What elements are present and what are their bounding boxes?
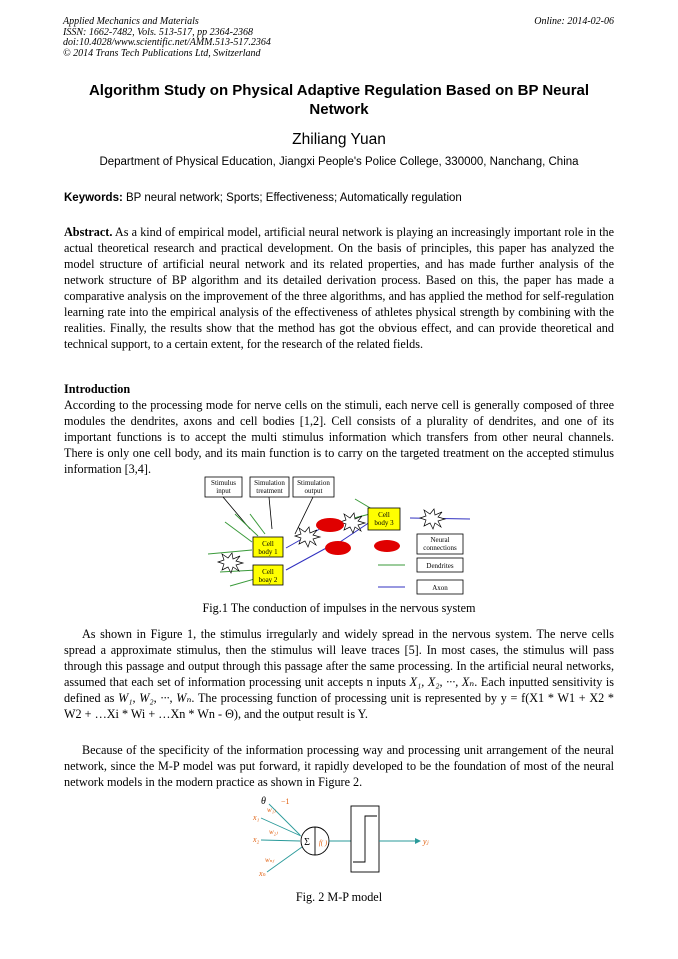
p2-inputs: X₁, X₂, ···, Xₙ [409,675,475,689]
intro-paragraph-2 [64,626,614,722]
box-stimulus-input-line1: Stimulus [211,479,236,487]
keywords-label: Keywords: [64,192,123,204]
legend-dendrites-label: Dendrites [426,562,454,570]
box-simulation-treatment-line1: Simulation [254,479,285,487]
cell-body-1-line1: Cell [262,540,274,548]
paper-title: Algorithm Study on Physical Adaptive Regulation Based on BP Neural Network [88,82,590,118]
box-stimulus-input-line2: input [216,487,231,495]
mp-sigma-label: Σ [304,837,310,848]
section-heading-introduction: Introduction [64,382,131,396]
p2-weights: W₁, W₂, ···, Wₙ [118,691,192,705]
cell-body-3-line2: body 3 [374,519,394,527]
mp-x2-label: x₂ [253,835,260,844]
box-simulation-treatment-line2: treatment [256,487,283,495]
figure-1-caption: Fig.1 The conduction of impulses in the nervous system [202,601,476,615]
box-stimulation-output-line1: Stimulation [297,479,330,487]
box-stimulation-output-line2: output [304,487,323,495]
intro-paragraph-1: According to the processing mode for nerve cells on the stimuli, each nerve cell is generally composed of three modules the dendrites, axons and cell bodies [1,2]. Cell consists of a plurality of dendrites, and one of its important functions is to accept the multi stimulus information which transfers from other neural channels. There is only one cell body, and its main function is to carry on the targeted treatment on the accepted stimulus information [3,4]. [64,398,614,476]
abstract-label: Abstract. [64,225,113,239]
red-node-1 [316,518,344,532]
mp-wn-label: wₙⱼ [265,856,275,864]
mp-x1-label: x₁ [253,813,260,822]
legend-axon-label: Axon [432,584,448,592]
mp-yj-label: yⱼ [423,837,429,846]
mp-w2-label: w₂ⱼ [269,828,278,836]
keywords [64,192,618,204]
red-node-3 [374,540,400,552]
journal-header [63,17,614,59]
p3-text: Because of the specificity of the information processing way and processing unit arrangement of the neural network, since the M-P model was put forward, it rapidly developed to be the foundation of most of the neural network models in the modern practice as shown in Figure 2. [64,743,614,789]
copyright-line: © 2014 Trans Tech Publications Ltd, Switzerland [63,47,261,59]
cell-body-2-line2: boay 2 [258,576,278,584]
figure-1-diagram [190,474,480,599]
legend-neural-line2: connections [423,544,457,552]
p2-formula: y = f(X1 * W1 + X2 * W2 + …Xi * Wi + …Xn * Wn - Θ) [64,691,615,721]
cell-body-2-line1: Cell [262,568,274,576]
mp-f-label: f( ) [318,839,328,847]
mp-theta-label: θ [261,796,266,807]
p2-text-c: . The processing function of processing unit is represented by [191,691,498,705]
intro-paragraph-3 [64,742,614,790]
affiliation: Department of Physical Education, Jiangxi People's Police College, 330000, Nanchang, China [99,156,579,168]
cell-body-1-line2: body 1 [258,548,278,556]
p2-text-b: . Each inputted sensitivity is defined as [64,675,614,705]
legend-neural-line1: Neural [430,536,450,544]
author-name: Zhiliang Yuan [292,131,386,148]
abstract-text: As a kind of empirical model, artificial neural network is playing an increasingly important role in the actual theoretical research and practical development. On the basis of principles, this paper has analyzed the model structure of artificial neural network and its related properties, and has made further analysis of the network structure of BP algorithm and its detailed derivation process. Based on this, the paper has made a comparative analysis on the improvement of the three algorithms, and has applied the method for self-regulation learning rate into the empirical analysis of the effectiveness of athletes physical strength by combining with the realities. Finally, the results show that the method has got the obvious effect, and can provide theoretical and technical support, to a certain extent, for the research of the related fields. [64,225,615,351]
cell-body-3-line1: Cell [378,511,390,519]
mp-xn-label: xₙ [259,869,266,878]
mp-minus-one-label: −1 [281,797,290,806]
red-node-2 [325,541,351,555]
figure-2-diagram [245,790,435,882]
keywords-text: BP neural network; Sports; Effectiveness; Automatically regulation [126,192,462,204]
dendrite-lines [208,499,372,586]
online-date: Online: 2014-02-06 [534,16,614,27]
abstract-paragraph [64,224,614,352]
mp-w1-label: w₁ⱼ [267,806,276,814]
journal-name: Applied Mechanics and Materials [63,16,199,27]
p2-text-d: , and the output result is Y. [237,707,368,721]
doi-line: doi:10.4028/www.scientific.net/AMM.513-517.2364 [63,37,271,48]
p2-text-a: As shown in Figure 1, the stimulus irregularly and widely spread in the nervous system. The nerve cells spread a approximate stimulus, then the stimulus will leave traces [5]. In most cases, the stimulus will pass through this passage and output through this passage after the same processing. In the artificial neural networks, assumed that each set of information processing unit accepts n inputs [64,627,614,689]
issn-line: ISSN: 1662-7482, Vols. 513-517, pp 2364-2368 [63,26,253,38]
figure-2-caption: Fig. 2 M-P model [295,890,383,904]
